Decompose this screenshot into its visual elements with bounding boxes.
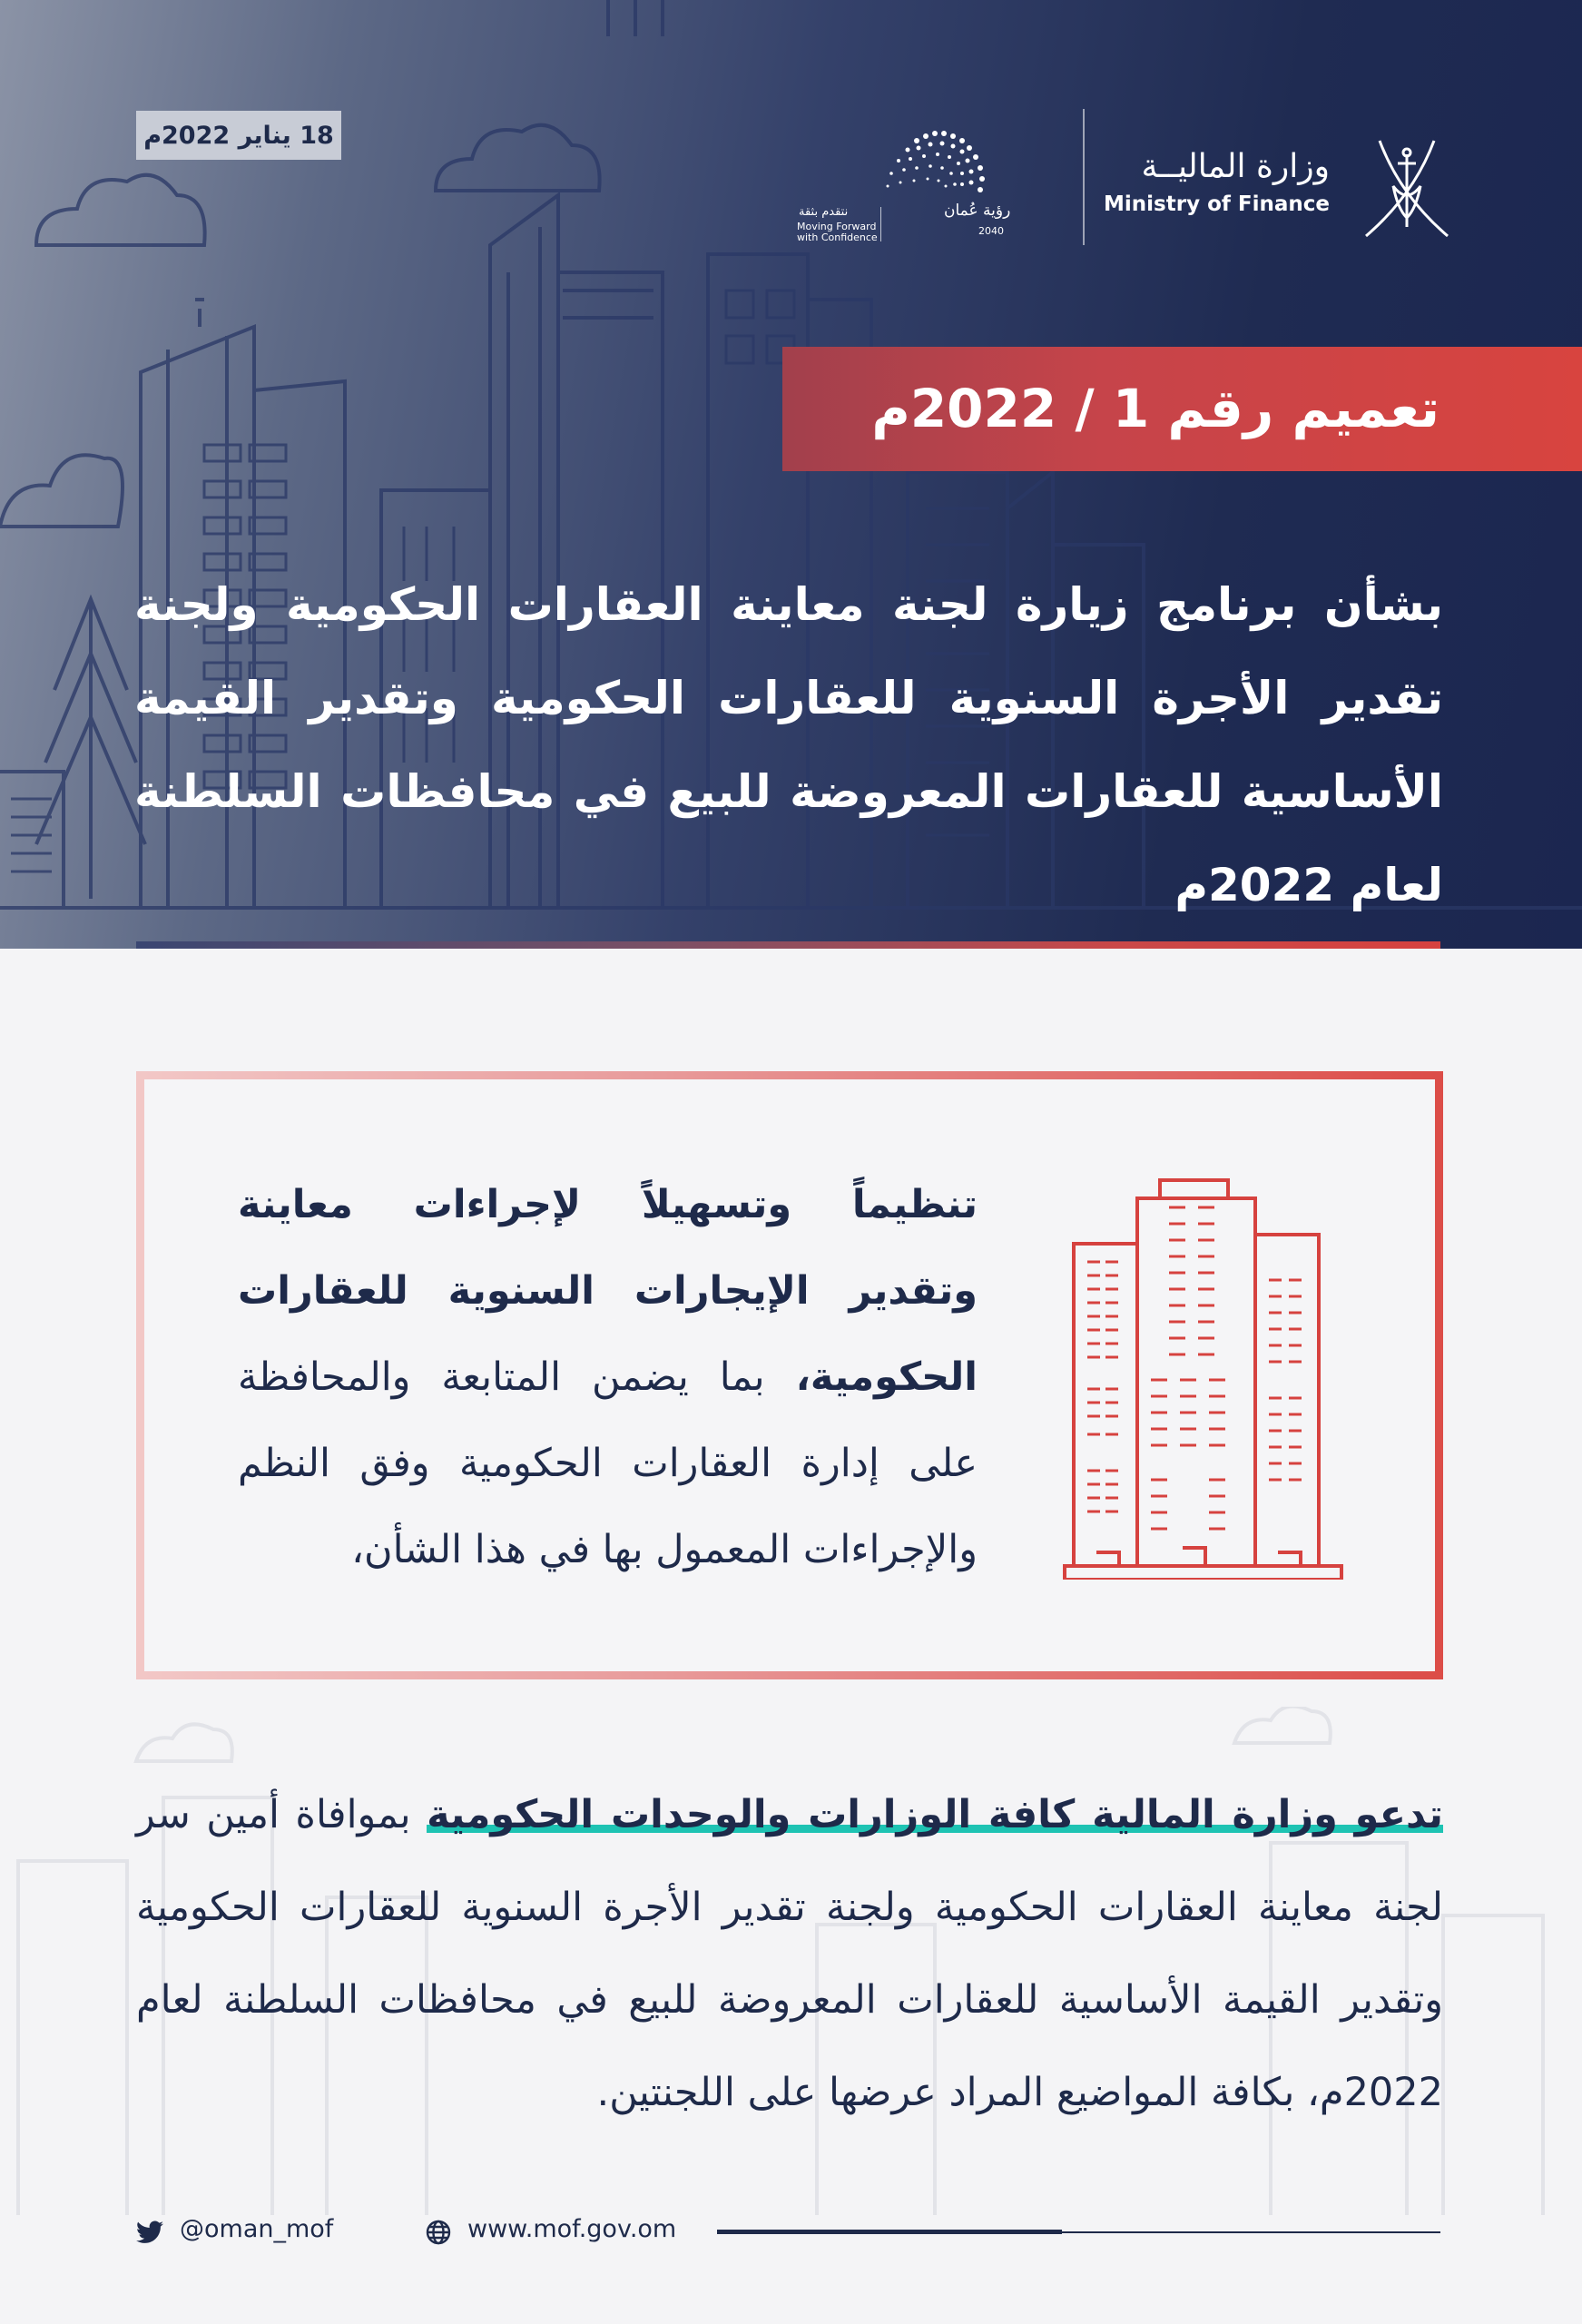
globe-icon	[425, 2219, 452, 2246]
footer-line-accent	[717, 2230, 1062, 2234]
twitter-handle[interactable]: @oman_mof	[180, 2215, 334, 2243]
website-link[interactable]: www.mof.gov.om	[467, 2215, 677, 2243]
building-tower-icon	[1060, 1171, 1351, 1580]
vision-tagline-en-1: Moving Forward	[797, 221, 877, 232]
ministry-name-ar: وزارة الماليــة	[1141, 148, 1330, 185]
header-accent-line	[136, 941, 1440, 949]
vision-2040-label-ar: رؤية عُمان	[944, 202, 1011, 220]
vision-tagline-en-2: with Confidence	[797, 231, 878, 243]
vision-tagline-ar: نتقدم بثقة	[799, 205, 849, 219]
circular-subject: بشأن برنامج زيارة لجنة معاينة العقارات الحكومية ولجنة تقدير الأجرة السنوية للعقارات الحكومية وتقدير القيمة الأساسية للعقارات المعروضة للبيع في محافظات السلطنة لعام 2022م	[134, 578, 1443, 911]
ministry-name-en: Ministry of Finance	[1104, 192, 1330, 216]
date-badge: 18 يناير 2022م	[136, 111, 341, 160]
twitter-icon	[136, 2221, 163, 2244]
header-banner	[0, 0, 1582, 949]
intro-text-bold: تنظيماً وتسهيلاً لإجراءات معاينة وتقدير الإيجارات السنوية للعقارات الحكومية،	[238, 1182, 978, 1400]
circular-title: تعميم رقم 1 / 2022م	[871, 378, 1440, 439]
intro-text	[238, 1162, 978, 1593]
vision-separator	[880, 207, 881, 241]
body-rest: بموافاة أمين سر لجنة معاينة العقارات الحكومية ولجنة تقدير الأجرة السنوية للعقارات الحكومية وتقدير القيمة الأساسية للعقارات المعروضة للبيع في محافظات السلطنة لعام 2022م، بكافة المواضيع المراد عرضها على اللجنتين.	[136, 1792, 1443, 2115]
intro-text-regular: بما يضمن المتابعة والمحافظة على إدارة العقارات الحكومية وفق النظم والإجراءات المعمول بها في هذا الشأن،	[238, 1354, 978, 1572]
vision-2040-year: 2040	[978, 225, 1004, 237]
body-highlight: تدعو وزارة المالية كافة الوزارات والوحدات الحكومية	[427, 1792, 1443, 1837]
body-paragraph	[136, 1768, 1443, 2139]
logo-divider	[1083, 109, 1085, 245]
oman-emblem-icon	[1361, 127, 1452, 245]
